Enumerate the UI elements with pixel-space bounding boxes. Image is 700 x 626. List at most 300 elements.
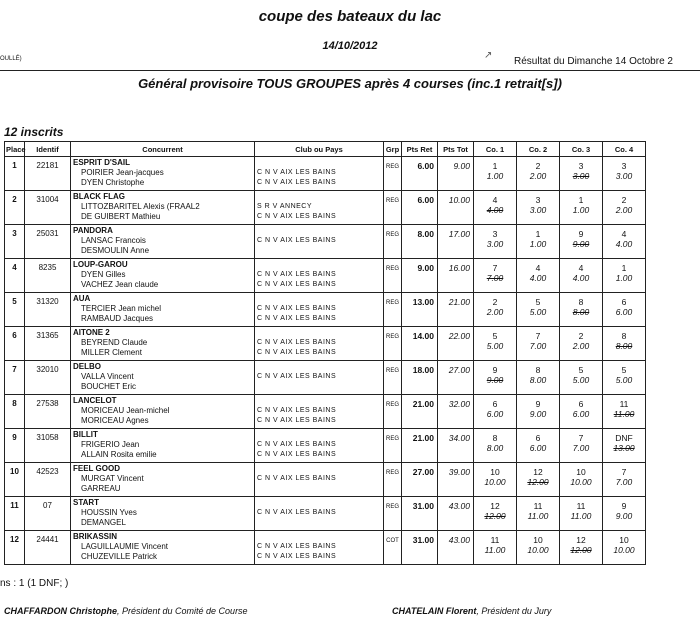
row-concurrent [71, 225, 255, 259]
race-rank: 3 [621, 161, 627, 171]
crew-member: BOUCHET Eric [81, 382, 136, 391]
crew-member: VACHEZ Jean claude [81, 280, 159, 289]
table-row [5, 395, 646, 429]
race-rank: 10 [619, 535, 629, 545]
race-1-result [474, 225, 517, 259]
race-points: 9.00 [615, 511, 633, 521]
race-rank: 4 [621, 229, 627, 239]
race-rank: 4 [492, 195, 498, 205]
club-name: C N V AIX LES BAINS [257, 407, 337, 414]
race-points-dropped: 13.00 [613, 443, 635, 453]
crew-member: MORICEAU Jean-michel [81, 406, 170, 415]
race-1-result [474, 497, 517, 531]
row-ident: 32010 [25, 361, 71, 395]
club-name: C N V AIX LES BAINS [257, 315, 337, 322]
table-row [5, 259, 646, 293]
row-place: 9 [5, 429, 25, 463]
race-points: 2.00 [529, 171, 547, 181]
club-name: C N V AIX LES BAINS [257, 373, 337, 380]
club-name: C N V AIX LES BAINS [257, 441, 337, 448]
col-header-pts-tot: Pts Tot [438, 142, 474, 157]
col-header-pts-ret: Pts Ret [402, 142, 438, 157]
club-name: C N V AIX LES BAINS [257, 237, 337, 244]
table-row [5, 327, 646, 361]
row-group: REG [384, 293, 402, 327]
row-pts-tot: 34.00 [438, 429, 474, 463]
race-2-result [517, 361, 560, 395]
row-ident: 31058 [25, 429, 71, 463]
table-row [5, 361, 646, 395]
pen-mark: ↗ [484, 50, 493, 61]
crew-member: POIRIER Jean-jacques [81, 168, 164, 177]
race-points: 2.00 [572, 341, 590, 351]
crew-member: DYEN Christophe [81, 178, 145, 187]
boat-name: PANDORA [73, 226, 113, 235]
race-points: 6.00 [486, 409, 504, 419]
results-body [5, 157, 646, 565]
row-group: REG [384, 225, 402, 259]
race-rank: 7 [492, 263, 498, 273]
crew-member: MILLER Clement [81, 348, 142, 357]
race-4-result [603, 327, 646, 361]
race-points-dropped: 7.00 [486, 273, 504, 283]
race-1-result [474, 191, 517, 225]
race-2-result [517, 395, 560, 429]
row-place: 10 [5, 463, 25, 497]
row-club [255, 327, 384, 361]
row-concurrent [71, 497, 255, 531]
row-group: REG [384, 191, 402, 225]
race-rank: 5 [621, 365, 627, 375]
race-1-result [474, 429, 517, 463]
race-3-result [560, 361, 603, 395]
crew-member: LITTOZBARITEL Alexis (FRAAL2 [81, 202, 200, 211]
row-pts-ret: 13.00 [402, 293, 438, 327]
row-pts-tot: 32.00 [438, 395, 474, 429]
race-points-dropped: 11.00 [613, 409, 635, 419]
race-points: 5.00 [486, 341, 504, 351]
race-rank: 6 [492, 399, 498, 409]
club-name: C N V AIX LES BAINS [257, 553, 337, 560]
row-club [255, 395, 384, 429]
crew-member: ALLAIN Rosita emilie [81, 450, 157, 459]
race-2-result [517, 429, 560, 463]
race-points: 10.00 [613, 545, 635, 555]
race-points-dropped: 12.00 [570, 545, 592, 555]
race-rank: DNF [615, 433, 633, 443]
club-name: C N V AIX LES BAINS [257, 509, 337, 516]
race-rank: 10 [576, 467, 586, 477]
race-3-result [560, 293, 603, 327]
race-points: 4.00 [529, 273, 547, 283]
race-points: 11.00 [527, 511, 549, 521]
row-pts-tot: 16.00 [438, 259, 474, 293]
row-group: REG [384, 395, 402, 429]
race-rank: 5 [535, 297, 541, 307]
race-4-result [603, 463, 646, 497]
row-pts-tot: 22.00 [438, 327, 474, 361]
boat-name: ESPRIT D'SAIL [73, 158, 131, 167]
entrants-count: 12 inscrits [4, 125, 64, 139]
col-header-ident: Identif [25, 142, 71, 157]
race-3-result [560, 395, 603, 429]
crew-member: TERCIER Jean michel [81, 304, 162, 313]
row-pts-ret: 14.00 [402, 327, 438, 361]
row-group: COT [384, 531, 402, 565]
header-left-tag: OULLÉ) [0, 56, 22, 62]
crew-member: HOUSSIN Yves [81, 508, 137, 517]
col-header-concurrent: Concurrent [71, 142, 255, 157]
race-2-result [517, 497, 560, 531]
row-group: REG [384, 497, 402, 531]
club-name: C N V AIX LES BAINS [257, 271, 337, 278]
row-pts-tot: 21.00 [438, 293, 474, 327]
col-header-grp: Grp [384, 142, 402, 157]
col-header-club: Club ou Pays [255, 142, 384, 157]
race-1-result [474, 327, 517, 361]
table-row [5, 293, 646, 327]
ranking-subtitle: Général provisoire TOUS GROUPES après 4 courses (inc.1 retrait[s]) [138, 76, 562, 91]
footer-stats: ns : 1 (1 DNF; ) [0, 578, 69, 589]
row-pts-ret: 31.00 [402, 531, 438, 565]
col-header-co2: Co. 2 [517, 142, 560, 157]
race-2-result [517, 157, 560, 191]
row-group: REG [384, 361, 402, 395]
crew-member: MORICEAU Agnes [81, 416, 149, 425]
race-points: 5.00 [572, 375, 590, 385]
crew-member: MURGAT Vincent [81, 474, 144, 483]
row-pts-ret: 6.00 [402, 191, 438, 225]
club-name: C N V AIX LES BAINS [257, 305, 337, 312]
club-name: S R V ANNECY [257, 203, 313, 210]
race-1-result [474, 531, 517, 565]
crew-member: RAMBAUD Jacques [81, 314, 154, 323]
race-rank: 5 [578, 365, 584, 375]
race-2-result [517, 463, 560, 497]
race-rank: 9 [492, 365, 498, 375]
col-header-co4: Co. 4 [603, 142, 646, 157]
boat-name: BRIKASSIN [73, 532, 118, 541]
row-place: 5 [5, 293, 25, 327]
race-rank: 10 [490, 467, 500, 477]
row-pts-tot: 43.00 [438, 531, 474, 565]
race-points: 6.00 [529, 443, 547, 453]
row-group: REG [384, 259, 402, 293]
club-name: C N V AIX LES BAINS [257, 339, 337, 346]
document-date: 14/10/2012 [322, 40, 378, 52]
club-name: C N V AIX LES BAINS [257, 213, 337, 220]
race-rank: 9 [621, 501, 627, 511]
race-2-result [517, 327, 560, 361]
row-pts-tot: 43.00 [438, 497, 474, 531]
row-concurrent [71, 259, 255, 293]
table-row [5, 191, 646, 225]
race-points: 7.00 [615, 477, 633, 487]
race-points-dropped: 3.00 [572, 171, 590, 181]
club-name: C N V AIX LES BAINS [257, 543, 337, 550]
race-2-result [517, 259, 560, 293]
header-divider [0, 70, 700, 71]
row-concurrent [71, 463, 255, 497]
row-group: REG [384, 429, 402, 463]
row-ident: 27538 [25, 395, 71, 429]
boat-name: LANCELOT [73, 396, 117, 405]
club-name: C N V AIX LES BAINS [257, 349, 337, 356]
race-3-result [560, 327, 603, 361]
race-4-result [603, 259, 646, 293]
race-4-result [603, 157, 646, 191]
row-place: 7 [5, 361, 25, 395]
boat-name: LOUP-GAROU [73, 260, 128, 269]
row-pts-ret: 8.00 [402, 225, 438, 259]
row-ident: 42523 [25, 463, 71, 497]
race-rank: 11 [533, 501, 543, 511]
race-1-result [474, 293, 517, 327]
boat-name: DELBO [73, 362, 101, 371]
row-ident: 22181 [25, 157, 71, 191]
race-4-result [603, 225, 646, 259]
row-place: 6 [5, 327, 25, 361]
race-rank: 1 [578, 195, 584, 205]
row-place: 1 [5, 157, 25, 191]
row-club [255, 225, 384, 259]
race-4-result [603, 429, 646, 463]
race-2-result [517, 293, 560, 327]
race-4-result [603, 395, 646, 429]
table-row [5, 429, 646, 463]
race-4-result [603, 361, 646, 395]
row-concurrent [71, 327, 255, 361]
race-points: 4.00 [572, 273, 590, 283]
race-rank: 8 [492, 433, 498, 443]
race-rank: 9 [535, 399, 541, 409]
race-3-result [560, 429, 603, 463]
row-pts-ret: 18.00 [402, 361, 438, 395]
table-row [5, 463, 646, 497]
race-points: 7.00 [572, 443, 590, 453]
race-rank: 11 [619, 399, 629, 409]
race-rank: 6 [578, 399, 584, 409]
row-group: REG [384, 157, 402, 191]
signature-race-committee [4, 606, 248, 616]
row-ident: 8235 [25, 259, 71, 293]
crew-member: DESMOULIN Anne [81, 246, 150, 255]
crew-member: LANSAC Francois [81, 236, 146, 245]
race-points: 10.00 [570, 477, 592, 487]
row-club [255, 293, 384, 327]
race-4-result [603, 497, 646, 531]
race-rank: 7 [535, 331, 541, 341]
club-name: C N V AIX LES BAINS [257, 451, 337, 458]
race-2-result [517, 191, 560, 225]
race-3-result [560, 463, 603, 497]
race-rank: 2 [535, 161, 541, 171]
race-points: 11.00 [484, 545, 506, 555]
race-points: 10.00 [484, 477, 506, 487]
document-title: coupe des bateaux du lac [258, 8, 442, 25]
race-points: 11.00 [570, 511, 592, 521]
crew-member: CHUZEVILLE Patrick [81, 552, 158, 561]
row-pts-ret: 9.00 [402, 259, 438, 293]
race-points-dropped: 12.00 [484, 511, 506, 521]
race-1-result [474, 361, 517, 395]
row-ident: 24441 [25, 531, 71, 565]
race-rank: 12 [490, 501, 500, 511]
row-club [255, 497, 384, 531]
row-ident: 31365 [25, 327, 71, 361]
race-points: 3.00 [529, 205, 547, 215]
row-concurrent [71, 361, 255, 395]
row-pts-ret: 27.00 [402, 463, 438, 497]
race-4-result [603, 531, 646, 565]
row-pts-ret: 21.00 [402, 429, 438, 463]
race-4-result [603, 293, 646, 327]
race-points: 8.00 [486, 443, 504, 453]
row-concurrent [71, 157, 255, 191]
race-rank: 8 [578, 297, 584, 307]
row-pts-tot: 27.00 [438, 361, 474, 395]
boat-name: BLACK FLAG [73, 192, 125, 201]
race-rank: 3 [578, 161, 584, 171]
row-place: 3 [5, 225, 25, 259]
result-date-info: Résultat du Dimanche 14 Octobre 2 [514, 56, 673, 67]
race-rank: 11 [490, 535, 500, 545]
race-points: 4.00 [615, 239, 633, 249]
race-2-result [517, 225, 560, 259]
table-row [5, 497, 646, 531]
club-name: C N V AIX LES BAINS [257, 169, 337, 176]
race-points-dropped: 9.00 [486, 375, 504, 385]
race-points: 9.00 [529, 409, 547, 419]
race-rank: 1 [621, 263, 627, 273]
crew-member: DEMANGEL [81, 518, 126, 527]
row-club [255, 191, 384, 225]
race-1-result [474, 463, 517, 497]
row-place: 12 [5, 531, 25, 565]
club-name: C N V AIX LES BAINS [257, 475, 337, 482]
crew-member: GARREAU [81, 484, 121, 493]
boat-name: AUA [73, 294, 91, 303]
row-pts-ret: 6.00 [402, 157, 438, 191]
race-points: 3.00 [615, 171, 633, 181]
race-4-result [603, 191, 646, 225]
jury-president-name: CHATELAIN Florent [392, 606, 477, 616]
crew-member: LAGUILLAUMIE Vincent [81, 542, 169, 551]
race-rank: 2 [578, 331, 584, 341]
race-3-result [560, 259, 603, 293]
race-3-result [560, 157, 603, 191]
row-ident: 07 [25, 497, 71, 531]
col-header-co3: Co. 3 [560, 142, 603, 157]
club-name: C N V AIX LES BAINS [257, 281, 337, 288]
race-rank: 5 [492, 331, 498, 341]
race-points: 2.00 [486, 307, 504, 317]
race-points-dropped: 4.00 [486, 205, 504, 215]
race-rank: 1 [492, 161, 498, 171]
crew-member: DYEN Gilles [81, 270, 126, 279]
race-1-result [474, 395, 517, 429]
race-3-result [560, 191, 603, 225]
boat-name: FEEL GOOD [73, 464, 120, 473]
race-1-result [474, 259, 517, 293]
boat-name: BILLIT [73, 430, 98, 439]
row-club [255, 157, 384, 191]
race-rank: 4 [578, 263, 584, 273]
race-points: 5.00 [615, 375, 633, 385]
row-club [255, 259, 384, 293]
race-rank: 2 [621, 195, 627, 205]
race-rank: 10 [533, 535, 543, 545]
race-rank: 7 [578, 433, 584, 443]
race-rank: 6 [535, 433, 541, 443]
row-ident: 31004 [25, 191, 71, 225]
race-3-result [560, 531, 603, 565]
boat-name: AITONE 2 [73, 328, 110, 337]
race-points: 1.00 [486, 171, 504, 181]
race-points-dropped: 8.00 [572, 307, 590, 317]
col-header-co1: Co. 1 [474, 142, 517, 157]
race-rank: 1 [535, 229, 541, 239]
jury-role: , Président du Jury [476, 606, 552, 616]
row-pts-tot: 9.00 [438, 157, 474, 191]
row-place: 2 [5, 191, 25, 225]
club-name: C N V AIX LES BAINS [257, 179, 337, 186]
row-place: 8 [5, 395, 25, 429]
row-pts-ret: 21.00 [402, 395, 438, 429]
race-points: 7.00 [529, 341, 547, 351]
row-pts-tot: 17.00 [438, 225, 474, 259]
row-group: REG [384, 327, 402, 361]
row-club [255, 429, 384, 463]
race-rank: 9 [578, 229, 584, 239]
race-rank: 12 [576, 535, 586, 545]
row-place: 4 [5, 259, 25, 293]
table-row [5, 225, 646, 259]
race-rank: 2 [492, 297, 498, 307]
table-row [5, 157, 646, 191]
crew-member: FRIGERIO Jean [81, 440, 140, 449]
race-2-result [517, 531, 560, 565]
race-rank: 7 [621, 467, 627, 477]
boat-name: START [73, 498, 100, 507]
row-ident: 25031 [25, 225, 71, 259]
results-header-row [5, 142, 646, 157]
race-rank: 11 [576, 501, 586, 511]
race-rank: 3 [535, 195, 541, 205]
signature-jury [392, 606, 551, 616]
row-club [255, 463, 384, 497]
race-rank: 6 [621, 297, 627, 307]
race-rank: 8 [535, 365, 541, 375]
race-1-result [474, 157, 517, 191]
row-ident: 31320 [25, 293, 71, 327]
race-committee-role: , Président du Comité de Course [117, 606, 248, 616]
race-points: 8.00 [529, 375, 547, 385]
race-points: 5.00 [529, 307, 547, 317]
col-header-place: Place [5, 142, 25, 157]
race-rank: 3 [492, 229, 498, 239]
row-concurrent [71, 531, 255, 565]
row-club [255, 531, 384, 565]
row-group: REG [384, 463, 402, 497]
row-concurrent [71, 293, 255, 327]
row-pts-tot: 39.00 [438, 463, 474, 497]
race-points: 6.00 [615, 307, 633, 317]
row-concurrent [71, 395, 255, 429]
row-place: 11 [5, 497, 25, 531]
race-rank: 4 [535, 263, 541, 273]
race-rank: 12 [533, 467, 543, 477]
